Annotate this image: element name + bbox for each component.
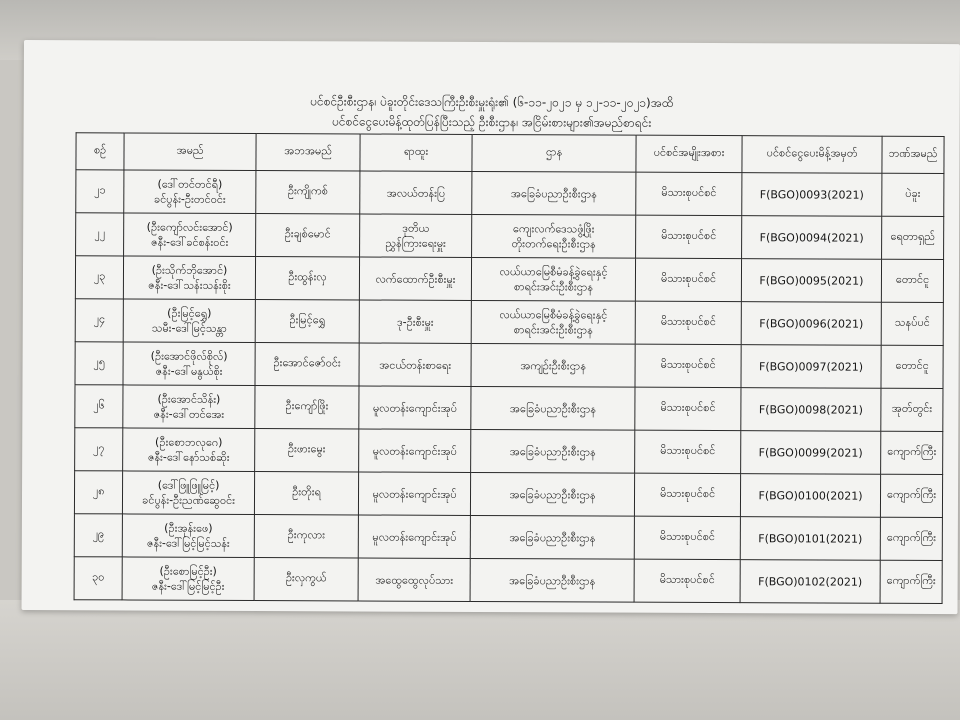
family-recipient-name: ဇနီး-ဒေါ်ခင်စန်းဝင်း xyxy=(150,235,229,249)
table-body xyxy=(74,170,944,604)
cell-name xyxy=(123,299,255,343)
cell-name xyxy=(124,170,256,214)
cell-name xyxy=(123,342,255,386)
position-line: မူလတန်းကျောင်းအုပ် xyxy=(372,487,457,501)
table-row xyxy=(76,213,944,260)
cell-position xyxy=(358,515,470,558)
department-line: အခြေခံပညာဦးစီးဌာန xyxy=(509,444,596,458)
cell-bank: ကျောက်ကြီး xyxy=(880,560,942,603)
cell-pension-type: မိသားစုပင်စင် xyxy=(634,559,740,602)
family-recipient-name: သမီး-ဒေါ်မြင့်သန္တာ xyxy=(151,321,227,335)
header-order-number: ပင်စင်ငွေပေးမိန့်အမှတ် xyxy=(742,136,882,174)
department-line: ကျေးလက်ဒေသဖွံ့ဖြိုး xyxy=(512,222,595,236)
cell-order-number: F(BGO)0099(2021) xyxy=(741,431,881,475)
header-father-name: အဘအမည် xyxy=(256,134,360,171)
cell-position xyxy=(358,558,470,601)
family-recipient-name: ဇနီး-ဒေါ်နော်သစ်ဆိုး xyxy=(147,450,230,464)
cell-serial: ၂၄ xyxy=(75,299,123,342)
cell-pension-type: မိသားစုပင်စင် xyxy=(634,473,740,516)
cell-position xyxy=(359,386,471,429)
position-line: ဒု-ဦးစီးမှူး xyxy=(396,315,434,329)
table-row xyxy=(74,471,942,518)
department-line: လယ်ယာမြေစီမံခန့်ခွဲရေးနှင့် xyxy=(499,308,608,322)
cell-position xyxy=(359,429,471,472)
department-line: အခြေခံပညာဦးစီးဌာန xyxy=(509,530,596,544)
family-recipient-name: ခင်ပွန်း-ဦးညဏ်ဆွေဝင်း xyxy=(142,493,235,507)
cell-father-name: ဦးချစ်မောင် xyxy=(256,214,360,257)
retiree-name: (ဦးအုန်းဖေ) xyxy=(164,521,213,535)
cell-father-name: ဦးကျိုကစ် xyxy=(256,171,360,214)
retiree-name: (ဦးကျော်လင်းအောင်) xyxy=(146,220,233,234)
family-recipient-name: ဇနီး-ဒေါ်မြင့်မြင့်ဦး xyxy=(151,579,225,593)
cell-order-number: F(BGO)0100(2021) xyxy=(740,474,880,518)
position-line: ညွှန်ကြားရေးမှူး xyxy=(385,236,446,250)
cell-bank: ကျောက်ကြီး xyxy=(880,474,942,517)
cell-name xyxy=(123,428,255,472)
retiree-name: (ဦးစောဘလုဂေ) xyxy=(155,435,223,449)
header-name: အမည် xyxy=(124,133,256,171)
cell-pension-type: မိသားစုပင်စင် xyxy=(636,172,742,215)
background-surface xyxy=(0,600,960,720)
cell-name xyxy=(122,471,254,515)
cell-serial: ၂၉ xyxy=(74,514,122,557)
department-line: စာရင်းအင်းဦးစီးဌာန xyxy=(513,323,593,337)
cell-pension-type: မိသားစုပင်စင် xyxy=(636,215,742,258)
cell-bank: ကျောက်ကြီး xyxy=(881,431,943,474)
document-title: ပင်စင်ဦးစီးဌာန၊ ပဲခူးတိုင်းဒေသကြီးဦးစီးမှူးရုံး၏ (၆-၁၁-၂၀၂၁ မှ ၁၂-၁၁-၂၀၂၁)အထိ xyxy=(310,94,674,110)
cell-father-name: ဦးအောင်ဇော်ဝင်း xyxy=(255,343,359,386)
department-line: လယ်ယာမြေစီမံခန့်ခွဲရေးနှင့် xyxy=(499,265,608,279)
family-recipient-name: ဇနီး-ဒေါ်သန်းသန်းစိုး xyxy=(148,278,231,292)
cell-serial: ၃၀ xyxy=(74,557,122,600)
header-bank: ဘဏ်အမည် xyxy=(882,136,944,173)
department-line: စာရင်းအင်းဦးစီးဌာန xyxy=(513,280,594,294)
position-line: မူလတန်းကျောင်းအုပ် xyxy=(372,401,457,415)
cell-bank: သနပ်ပင် xyxy=(881,302,943,345)
table-row xyxy=(75,256,943,303)
cell-position xyxy=(360,214,472,257)
header-serial: စဉ် xyxy=(76,133,124,170)
cell-position xyxy=(360,171,472,214)
cell-serial: ၂၃ xyxy=(75,256,123,299)
cell-bank: အုတ်တွင်း xyxy=(881,388,943,431)
cell-pension-type: မိသားစုပင်စင် xyxy=(635,258,741,301)
cell-serial: ၂၆ xyxy=(75,385,123,428)
table-row xyxy=(74,557,942,604)
position-line: အငယ်တန်းစာရေး xyxy=(379,358,452,372)
family-recipient-name: ဇနီး-ဒေါ်တင်အေး xyxy=(153,407,225,421)
position-line: ဒုတိယ xyxy=(402,221,430,235)
header-position: ရာထူး xyxy=(360,134,472,171)
cell-order-number: F(BGO)0098(2021) xyxy=(741,388,881,432)
cell-bank: ရေတာရှည် xyxy=(882,216,944,259)
cell-serial: ၂၂ xyxy=(76,213,124,256)
cell-order-number: F(BGO)0095(2021) xyxy=(741,259,881,303)
department-line: တိုးတက်ရေးဦးစီးဌာန xyxy=(511,237,596,251)
cell-name xyxy=(124,213,256,257)
cell-department xyxy=(470,515,634,559)
cell-name xyxy=(123,385,255,429)
cell-bank: တောင်ငူ xyxy=(881,345,943,388)
cell-father-name: ဦးဖားမွေး xyxy=(255,429,359,472)
table-row xyxy=(75,385,943,432)
table-header-row xyxy=(76,133,944,174)
cell-bank: ကျောက်ကြီး xyxy=(880,517,942,560)
family-recipient-name: ခင်ပွန်း-ဦးတင်ဝင်း xyxy=(153,192,226,206)
cell-order-number: F(BGO)0102(2021) xyxy=(740,560,880,604)
cell-father-name: ဦးထွန်းလှ xyxy=(255,257,359,300)
cell-order-number: F(BGO)0097(2021) xyxy=(741,345,881,389)
department-line: အခြေခံပညာဦးစီးဌာန xyxy=(509,487,596,501)
family-recipient-name: ဇနီး-ဒေါ်မနွယ်စိုး xyxy=(155,364,223,378)
cell-pension-type: မိသားစုပင်စင် xyxy=(635,301,741,344)
cell-pension-type: မိသားစုပင်စင် xyxy=(634,516,740,559)
cell-father-name: ဦးလှကွယ် xyxy=(254,558,358,601)
document-subtitle: ပင်စင်ငွေပေးမိန့်ထုတ်ပြန်ပြီးသည့် ဦးစီးဌာန၊ အငြိမ်းစားများ၏အမည်စာရင်း xyxy=(331,114,652,130)
cell-serial: ၂၁ xyxy=(76,170,124,213)
department-line: အခြေခံပညာဦးစီးဌာန xyxy=(509,401,596,415)
cell-pension-type: မိသားစုပင်စင် xyxy=(635,430,741,473)
table-row xyxy=(76,170,944,217)
position-line: အလယ်တန်းပြ xyxy=(386,186,446,200)
document-page xyxy=(22,40,960,614)
cell-name xyxy=(122,557,254,601)
cell-father-name: ဦးကျော်ဖြိုး xyxy=(255,386,359,429)
header-department: ဌာန xyxy=(472,134,636,172)
retiree-name: (ဦးစောမြင့်ဦး) xyxy=(159,564,217,578)
table-row xyxy=(75,428,943,475)
cell-department xyxy=(470,558,634,602)
cell-pension-type: မိသားစုပင်စင် xyxy=(635,387,741,430)
cell-position xyxy=(359,257,471,300)
retiree-name: (ဒေါ်ဖြူဖြူမြင့်) xyxy=(157,478,220,492)
cell-order-number: F(BGO)0093(2021) xyxy=(742,173,882,217)
cell-department xyxy=(471,257,635,301)
cell-department xyxy=(471,300,635,344)
cell-father-name: ဦးကုလား xyxy=(254,515,358,558)
family-recipient-name: ဇနီး-ဒေါ်မြင့်မြင့်သန်း xyxy=(146,536,230,550)
retiree-name: (ဦးမြင့်ရွှေ) xyxy=(167,306,212,320)
cell-order-number: F(BGO)0096(2021) xyxy=(741,302,881,346)
cell-bank: ပဲခူး xyxy=(882,173,944,216)
retiree-name: (ဦးအောင်သိန်း) xyxy=(157,392,221,406)
cell-department xyxy=(470,472,634,516)
cell-order-number: F(BGO)0094(2021) xyxy=(742,216,882,260)
header-pension-type: ပင်စင်အမျိုးအစား xyxy=(636,135,742,172)
cell-department xyxy=(472,171,636,215)
cell-department xyxy=(471,429,635,473)
table-row xyxy=(74,514,942,561)
cell-name xyxy=(123,256,255,300)
department-line: အခြေခံပညာဦးစီးဌာန xyxy=(509,573,596,587)
cell-department xyxy=(471,386,635,430)
department-line: အကျဉ်းဦးစီးဌာန xyxy=(520,358,586,372)
cell-serial: ၂၅ xyxy=(75,342,123,385)
cell-serial: ၂၇ xyxy=(75,428,123,471)
department-line: အခြေခံပညာဦးစီးဌာန xyxy=(510,186,597,201)
retiree-name: (ဒေါ်တင်တင်ရီ) xyxy=(157,177,223,191)
cell-department xyxy=(472,214,636,258)
cell-position xyxy=(359,300,471,343)
pension-roster-table xyxy=(74,132,945,604)
cell-department xyxy=(471,343,635,387)
cell-serial: ၂၈ xyxy=(74,471,122,514)
retiree-name: (ဦးအောင်ဖိုလ်စိုလ်) xyxy=(150,349,228,363)
cell-name xyxy=(122,514,254,558)
cell-father-name: ဦးမြင့်ရွှေ xyxy=(255,300,359,343)
position-line: မူလတန်းကျောင်းအုပ် xyxy=(372,530,457,544)
position-line: လက်ထောက်ဦးစီးမှူး xyxy=(375,272,456,286)
retiree-name: (ဦးသိုက်ဘိုအောင်) xyxy=(151,263,228,277)
cell-pension-type: မိသားစုပင်စင် xyxy=(635,344,741,387)
position-line: အထွေထွေလုပ်သား xyxy=(375,573,454,587)
cell-position xyxy=(358,472,470,515)
cell-bank: တောင်ငူ xyxy=(881,259,943,302)
cell-father-name: ဦးတိုးရ xyxy=(254,472,358,515)
cell-order-number: F(BGO)0101(2021) xyxy=(740,517,880,561)
table-row xyxy=(75,342,943,389)
position-line: မူလတန်းကျောင်းအုပ် xyxy=(372,444,457,458)
table-row xyxy=(75,299,943,346)
cell-position xyxy=(359,343,471,386)
